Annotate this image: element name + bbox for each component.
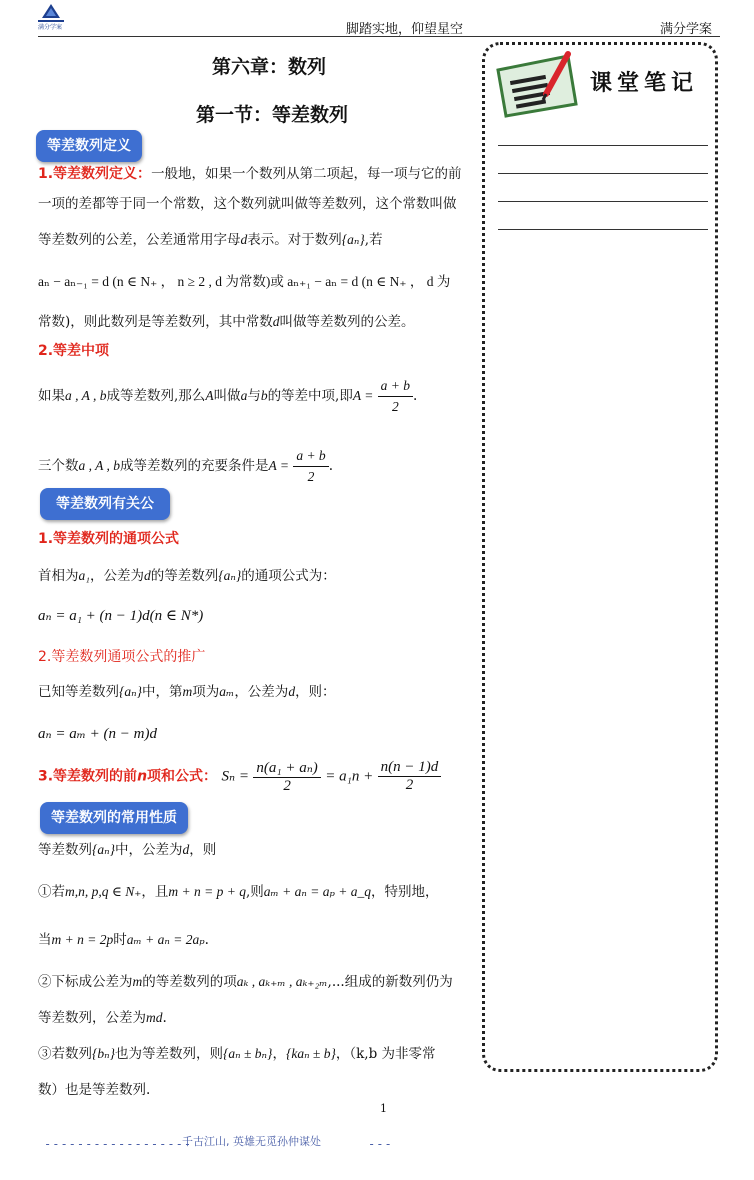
middle-term-condition: 三个数a , A , b成等差数列的充要条件是A = $\frac{a + b}{2}$ . xyxy=(38,446,468,487)
notebook-icon xyxy=(494,50,580,120)
math: {kaₙ ± b} xyxy=(285,1046,336,1061)
text: 的等差数列 xyxy=(150,568,219,584)
math-abc: a , A , b xyxy=(78,458,121,473)
math: aₖ , aₖ₊ₘ , aₖ₊₂ₘ xyxy=(236,974,328,989)
sequence-an: {aₙ} xyxy=(218,568,242,583)
general-term-label: 1.等差数列的通项公式 xyxy=(38,531,180,547)
definition-text-line: 一项的差都等于同一个常数，这个数列就叫做等差数列，这个常数叫做 xyxy=(38,196,457,212)
definition-text: 一般地，如果一个数列从第二项起，每一项与它的前 xyxy=(151,166,462,182)
logo-text: 满分学案 xyxy=(38,24,63,31)
var-d: d xyxy=(182,842,190,857)
fraction-num: n(a₁ + aₙ) xyxy=(253,758,320,778)
text: ,若 xyxy=(364,232,383,248)
general-term-ext-sentence xyxy=(38,682,468,702)
property-1-special xyxy=(38,930,468,950)
text: 与 xyxy=(247,388,261,404)
math: m + n = 2p xyxy=(51,932,114,947)
property-3 xyxy=(38,1044,468,1064)
definition-text-line xyxy=(38,230,468,250)
text: 当 xyxy=(38,932,52,948)
footer-slogan: 千古江山, 英雄无觅孙仲谋处 xyxy=(182,1135,321,1148)
text: 叫做 xyxy=(213,388,241,404)
notes-panel xyxy=(482,42,718,1072)
text: 等差数列的公差，公差通常用字母 xyxy=(38,232,241,248)
properties-intro xyxy=(38,840,468,860)
footer-dashes-right: --- xyxy=(368,1137,393,1151)
header-motto: 脚踏实地，仰望星空 xyxy=(346,22,464,37)
math-A-eq: A = xyxy=(352,388,374,403)
text: 表示。对于数列 xyxy=(247,232,342,248)
text: ③若数列 xyxy=(38,1046,92,1062)
var-a: a xyxy=(240,388,248,403)
chapter-title: 第六章：数列 xyxy=(212,56,327,78)
fraction-num: a + b xyxy=(378,376,413,397)
text: 的等差中项,即 xyxy=(267,388,353,404)
section-heading-properties: 等差数列的常用性质 xyxy=(40,802,188,834)
fraction-den: 2 xyxy=(283,778,291,794)
var-m: m xyxy=(132,974,143,989)
sequence-bn: {bₙ} xyxy=(92,1046,116,1061)
math: m + n = p + q xyxy=(168,884,246,899)
fraction-a-plus-b-over-2 xyxy=(293,446,328,487)
definition-text-line xyxy=(38,312,468,332)
var-d: d xyxy=(240,232,248,247)
page-number: 1 xyxy=(380,1102,387,1115)
text: 叫做等差数列的公差。 xyxy=(279,314,415,330)
sum-mid: = a₁n + xyxy=(325,768,374,785)
text: 三个数 xyxy=(38,458,79,474)
fraction-num: n(n − 1)d xyxy=(378,759,442,777)
text: 如果 xyxy=(38,388,65,404)
property-1 xyxy=(38,882,478,902)
footer-dashes-left: ------------------ xyxy=(44,1137,193,1151)
text: ，且 xyxy=(141,884,169,900)
var-A: A xyxy=(205,388,214,403)
definition-formula: aₙ − aₙ₋₁ = d (n ∈ N₊ ， n ≥ 2 , d 为常数)或 aₙ₊₁ − aₙ = d (n ∈ N₊ ， d 为 xyxy=(38,274,451,289)
text: ,...组成的新数列仍为 xyxy=(327,974,453,990)
text: 等差数列 xyxy=(38,842,92,858)
text: 也为等差数列，则 xyxy=(115,1046,224,1062)
text: . xyxy=(204,932,209,948)
text: ， xyxy=(272,1046,286,1062)
definition-paragraph xyxy=(38,164,468,184)
var-d: d xyxy=(288,684,296,699)
math: md xyxy=(146,1010,163,1025)
header-rule xyxy=(38,36,720,37)
var-n: n xyxy=(137,768,148,785)
math-A-eq: A = xyxy=(268,458,290,473)
text: 的等差数列的项 xyxy=(142,974,237,990)
math: m,n, p,q ∈ N₊ xyxy=(65,884,142,899)
property-2-diff xyxy=(38,1008,468,1028)
math-abc: a , A , b xyxy=(65,388,107,403)
middle-term-label: 2.等差中项 xyxy=(38,343,110,359)
section-heading-definition: 等差数列定义 xyxy=(36,130,142,162)
sum-label: 项和公式： xyxy=(147,768,218,785)
general-term-ext-label: 2.等差数列通项公式的推广 xyxy=(38,649,206,665)
note-line[interactable] xyxy=(498,145,708,146)
fraction-num: a + b xyxy=(293,446,328,467)
var-d: d xyxy=(143,568,151,583)
sum-fraction-2 xyxy=(378,759,442,794)
sequence-an: {aₙ} xyxy=(119,684,143,699)
text: 常数)，则此数列是等差数列，其中常数 xyxy=(38,314,273,330)
text: 成等差数列,那么 xyxy=(106,388,206,404)
sequence-an: {aₙ} xyxy=(341,232,365,247)
text: 中，公差为 xyxy=(115,842,183,858)
fraction-den: 2 xyxy=(307,469,315,484)
sum-formula-row xyxy=(38,758,441,795)
note-line[interactable] xyxy=(498,229,708,230)
text: 首相为 xyxy=(38,568,79,584)
var-m: m xyxy=(182,684,193,699)
property-3-end: 数）也是等差数列. xyxy=(38,1082,151,1098)
fraction-den: 2 xyxy=(391,399,399,414)
text: ，特别地， xyxy=(371,884,439,900)
math: aₘ + aₙ = aₚ + a_q xyxy=(263,884,371,899)
text: ，公差为 xyxy=(89,568,144,584)
text: 已知等差数列 xyxy=(38,684,119,700)
var-b: b xyxy=(260,388,268,403)
text: 等差数列，公差为 xyxy=(38,1010,146,1026)
text: ,则 xyxy=(245,884,264,900)
text: 时 xyxy=(113,932,127,948)
text: ①若 xyxy=(38,884,65,900)
middle-term-sentence: 如果a , A , b成等差数列,那么A叫做a与b的等差中项,即A = $\frac{a + b}{2}$ . xyxy=(38,376,468,417)
text: 的通项公式为： xyxy=(241,568,336,584)
var-d: d xyxy=(272,314,280,329)
text: ，则： xyxy=(295,684,336,700)
text: 成等差数列的充要条件是 xyxy=(120,458,269,474)
note-line[interactable] xyxy=(498,201,708,202)
notes-title: 课堂笔记 xyxy=(590,70,699,96)
section-title: 第一节：等差数列 xyxy=(196,104,349,126)
var-a1: a₁ xyxy=(78,568,90,583)
note-line[interactable] xyxy=(498,173,708,174)
text: ，公差为 xyxy=(234,684,289,700)
general-term-sentence xyxy=(38,566,468,586)
sequence-an: {aₙ} xyxy=(92,842,116,857)
property-2 xyxy=(38,972,468,992)
var-am: aₘ xyxy=(219,684,235,699)
text: . xyxy=(162,1010,167,1026)
definition-label: 1.等差数列定义： xyxy=(38,166,152,182)
fraction-den: 2 xyxy=(405,777,414,793)
header-series: 满分学案 xyxy=(660,22,713,37)
sum-label: 3.等差数列的前 xyxy=(38,768,138,785)
sum-lhs: Sₙ = xyxy=(221,768,249,785)
text: ，（k,b 为非零常 xyxy=(335,1046,436,1062)
sum-fraction-1 xyxy=(253,758,320,795)
publisher-logo xyxy=(34,2,68,30)
math: aₘ + aₙ = 2aₚ xyxy=(126,932,205,947)
text: 中，第 xyxy=(142,684,183,700)
math: {aₙ ± bₙ} xyxy=(223,1046,273,1061)
general-term-formula: aₙ = a₁ + (n − 1)d(n ∈ N*) xyxy=(38,608,204,624)
section-heading-formulas: 等差数列有关公 xyxy=(40,488,170,520)
general-term-ext-formula: aₙ = aₘ + (n − m)d xyxy=(38,726,157,742)
text: 项为 xyxy=(192,684,220,700)
fraction-a-plus-b-over-2 xyxy=(378,376,413,417)
text: ，则 xyxy=(189,842,217,858)
text: ②下标成公差为 xyxy=(38,974,133,990)
